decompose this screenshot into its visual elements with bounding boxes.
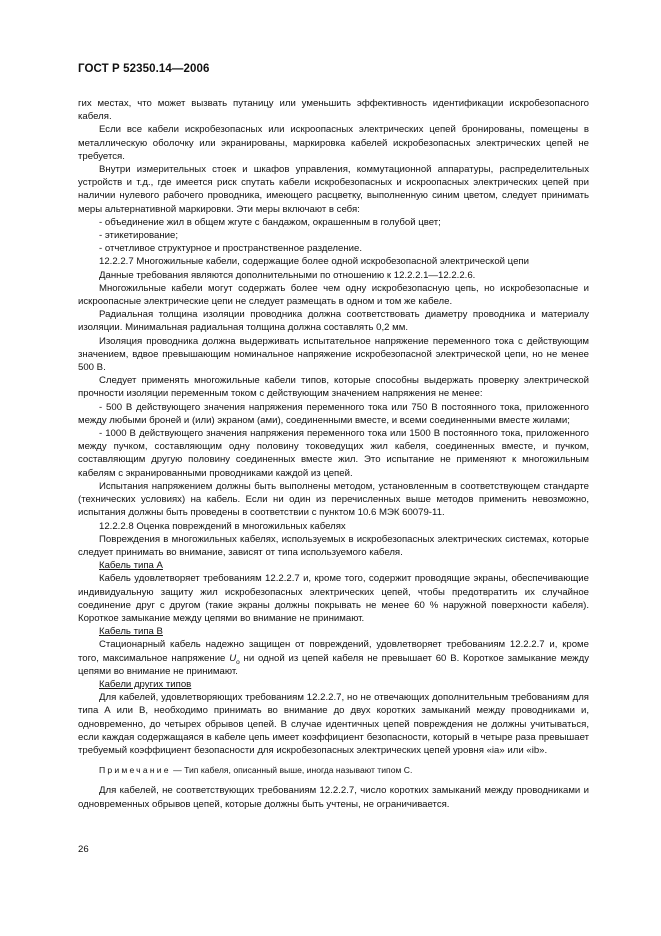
section-heading-12-2-2-8: 12.2.2.8 Оценка повреждений в многожильных кабелях [99,520,346,532]
paragraph: Для кабелей, не соответствующих требованиям 12.2.2.7, число коротких замыканий между проводниками и одновременных обрывов цепей, которые должны быть учтены, не ограничивается. [78,785,589,810]
paragraph: Внутри измерительных стоек и шкафов управления, коммутационной аппаратуры, распределительных устройств и т.д., где имеется риск спутать кабели искробезопасных и искроопасных электрических цепей при наличии нулевого рабочего проводника, имеющего расцветку, выполненную синим цветом, следует принимать меры альтернативной маркировки. Эти меры включают в себя: [78,164,589,215]
paragraph: Повреждения в многожильных кабелях, используемых в искробезопасных электрических системах, которые следует принимать во внимание, зависят от типа используемого кабеля. [78,533,589,558]
cable-type-b-heading [78,625,589,638]
list-item: - отчетливое структурное и пространственное разделение. [99,243,362,255]
paragraph: Испытания напряжением должны быть выполнены методом, установленным в соответствующем стандарте (технических условиях) на кабель. Если ни один из перечисленных выше методов применить невозможно, испытания должны быть проведены в соответствии с пунктом 10.6 МЭК 60079-11. [78,480,589,519]
list-item: - этикетирование; [99,230,179,242]
text-run: ни одной из цепей кабеля не превышает 60 В. Короткое замыкание между цепями во внимание не принимают. [78,652,589,677]
list-item: - 1000 В действующего значения напряжения переменного тока или 1500 В постоянного тока, приложенного между пучком, составляющим одну половину токоведущих жил кабеля, соединенных вместе, и пучком, составляющим другую половину соединенных вместе жил. Это испытание не применяют к многожильным кабелям с экранированными проводниками каждой из цепей. [78,428,589,479]
cable-type-a-heading [78,559,589,572]
section-heading-12-2-2-7: 12.2.2.7 Многожильные кабели, содержащие более одной искробезопасной электрической цепи [99,256,529,268]
note-text: — Тип кабеля, описанный выше, иногда называют типом С. [170,765,413,776]
paragraph: Данные требования являются дополнительными по отношению к 12.2.2.1—12.2.2.6. [99,269,476,281]
voltage-subscript: o [236,658,240,666]
voltage-symbol: U [229,652,237,664]
paragraph: Многожильные кабели могут содержать более чем одну искробезопасную цепь, но искробезопасные и искроопасные электрические цепи не следует размещать в одном и том же кабеле. [78,282,589,308]
standard-header: ГОСТ Р 52350.14—2006 [78,63,210,75]
paragraph [78,638,589,678]
note [78,764,589,777]
list-item: - объединение жил в общем жгуте с бандажом, окрашенным в голубой цвет; [99,216,441,228]
other-cables-heading [78,678,589,691]
paragraph: Если все кабели искробезопасных или искроопасных электрических цепей бронированы, помещены в металлическую оболочку или экранированы, маркировка кабелей искробезопасных электрических цепей не требуется. [78,124,589,162]
text-run: Стационарный кабель надежно защищен от повреждений, удовлетворяет требованиям 12.2.2.7 и, кроме того, максимальное напряжение [78,639,589,664]
document-body [78,97,589,811]
cable-type-a-label: Кабель типа А [99,560,163,572]
paragraph: Изоляция проводника должна выдерживать испытательное напряжение переменного тока с действующим значением, вдвое превышающим номинальное напряжение искробезопасной электрической цепи, но не менее 500 В. [78,335,589,374]
paragraph-continuation: гих местах, что может вызвать путаницу или уменьшить эффективность идентификации искробезопасного кабеля. [78,98,589,123]
other-cables-label: Кабели других типов [99,678,192,690]
paragraph: Кабель удовлетворяет требованиям 12.2.2.7 и, кроме того, содержит проводящие экраны, обеспечивающие индивидуальную защиту жил искробезопасных электрических цепей, чтобы предотвратить их случайное соединение друг с другом (такие экраны должны покрывать не менее 60 % наружной поверхности кабеля). Короткое замыкание между цепями во внимание не принимают. [78,573,589,624]
note-label: Примечание [99,765,171,776]
paragraph: Для кабелей, удовлетворяющих требованиям 12.2.2.7, но не отвечающих дополнительным требованиям для типа А или В, необходимо принимать во внимание до двух коротких замыканий между проводниками и, одновременно, до четырех обрывов цепей. В случае идентичных цепей повреждения не должны учитываться, если каждая содержащаяся в кабеле цепь имеет коэффициент безопасности, который в четыре раза превышает требуемый коэффициент безопасности для искробезопасных электрических цепей уровня «ia» или «ib». [78,692,589,756]
list-item: - 500 В действующего значения напряжения переменного тока или 750 В постоянного тока, приложенного между любыми броней и (или) экраном (ами), соединенными вместе, и всеми соединенными вместе жилами; [78,401,589,426]
paragraph: Следует применять многожильные кабели типов, которые способны выдержать проверку электрической прочности изоляции переменным током с действующим значением напряжения не менее: [78,375,589,400]
cable-type-b-label: Кабель типа В [99,626,163,638]
page-number: 26 [78,844,89,855]
paragraph: Радиальная толщина изоляции проводника должна соответствовать диаметру проводника и материалу изоляции. Минимальная радиальная толщина должна составлять 0,2 мм. [78,309,589,334]
